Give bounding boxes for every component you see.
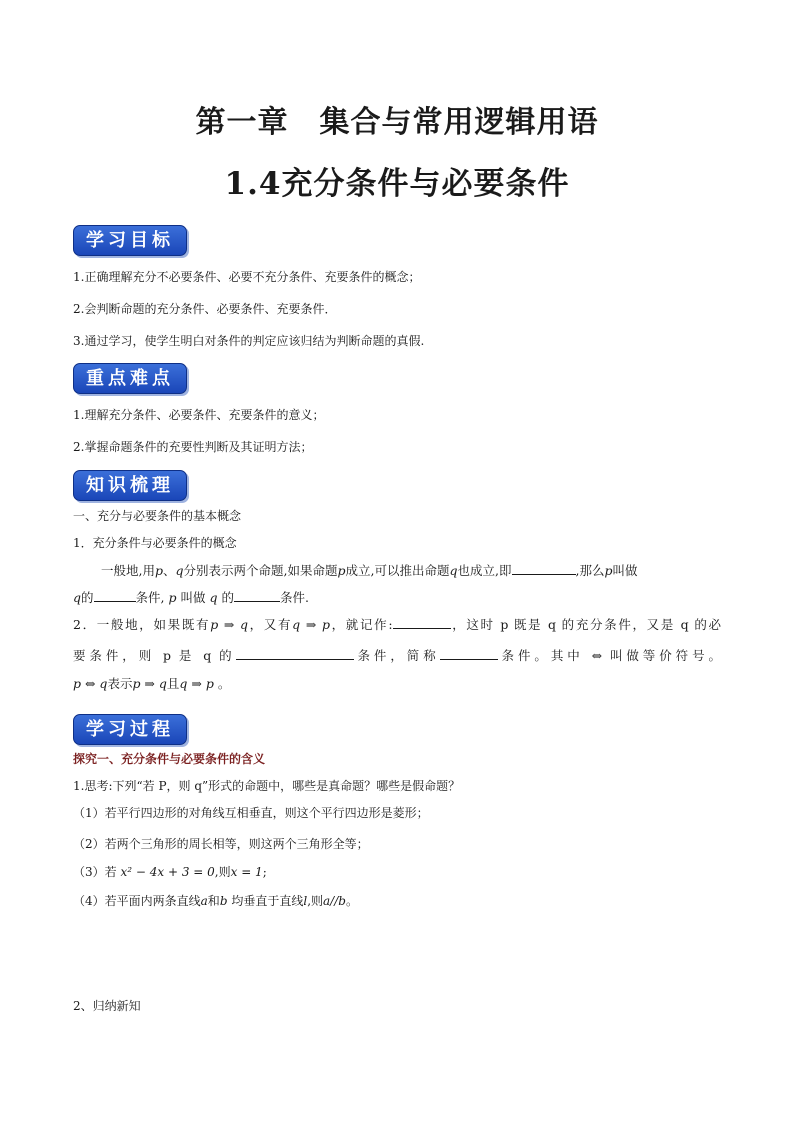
- question-item: （3）若 x² − 4x + 3 = 0,则x = 1;: [73, 865, 267, 879]
- fill-blank: [94, 589, 136, 602]
- knowledge-heading: 一、充分与必要条件的基本概念: [73, 509, 242, 523]
- knowledge-definition-line: 2．一般地，如果既有p ⇒ q，又有q ⇒ p，就记作: ，这时 p 既是 q 的充分条件，又是 q 的必: [73, 617, 721, 632]
- question-item: （1）若平行四边形的对角线互相垂直，则这个平行四边形是菱形；: [73, 806, 429, 820]
- fill-blank: [236, 647, 354, 660]
- keypoint-item: 1.理解充分条件、必要条件、充要条件的意义；: [73, 408, 325, 422]
- question-item: （2）若两个三角形的周长相等，则这两个三角形全等；: [73, 837, 369, 851]
- knowledge-subheading: 1．充分条件与必要条件的概念: [73, 536, 237, 550]
- equivalence-notation: p ⇔ q表示p ⇒ q且q ⇒ p 。: [73, 676, 231, 691]
- process-heading: 探究一、充分条件与必要条件的含义: [73, 752, 266, 766]
- fill-blank: [234, 589, 280, 602]
- goal-item: 1.正确理解充分不必要条件、必要不充分条件、充要条件的概念；: [73, 270, 421, 284]
- chapter-title: 第一章 集合与常用逻辑用语: [195, 105, 599, 140]
- lesson-title: 1.4充分条件与必要条件: [224, 166, 570, 202]
- goal-item: 2.会判断命题的充分条件、必要条件、充要条件．: [73, 302, 337, 316]
- goal-item: 3.通过学习，使学生明白对条件的判定应该归结为判断命题的真假.: [73, 334, 425, 348]
- goals-badge: 学习目标: [73, 225, 187, 256]
- fill-blank: [512, 562, 576, 575]
- knowledge-badge: 知识梳理: [73, 470, 187, 501]
- keypoint-item: 2.掌握命题条件的充要性判断及其证明方法；: [73, 440, 313, 454]
- process-badge: 学习过程: [73, 714, 187, 745]
- next-section-heading: 2、归纳新知: [73, 999, 141, 1013]
- question-intro: 1.思考:下列“若 P，则 q”形式的命题中，哪些是真命题？哪些是假命题？: [73, 779, 461, 793]
- knowledge-paragraph-line: 一般地,用p、q分别表示两个命题,如果命题p成立,可以推出命题q也成立,即 ,那么p叫做: [101, 563, 638, 578]
- knowledge-definition-line: 要条件，则 p 是 q 的 条件，简称 条件。其中 ⇔ 叫做等价符号。: [73, 648, 721, 663]
- fill-blank: [440, 647, 498, 660]
- keypoints-badge: 重点难点: [73, 363, 187, 394]
- question-item: （4）若平面内两条直线a和b 均垂直于直线l,则a//b。: [73, 894, 358, 908]
- fill-blank: [393, 616, 451, 629]
- knowledge-paragraph-line: q的 条件, p 叫做 q 的 条件.: [73, 590, 309, 605]
